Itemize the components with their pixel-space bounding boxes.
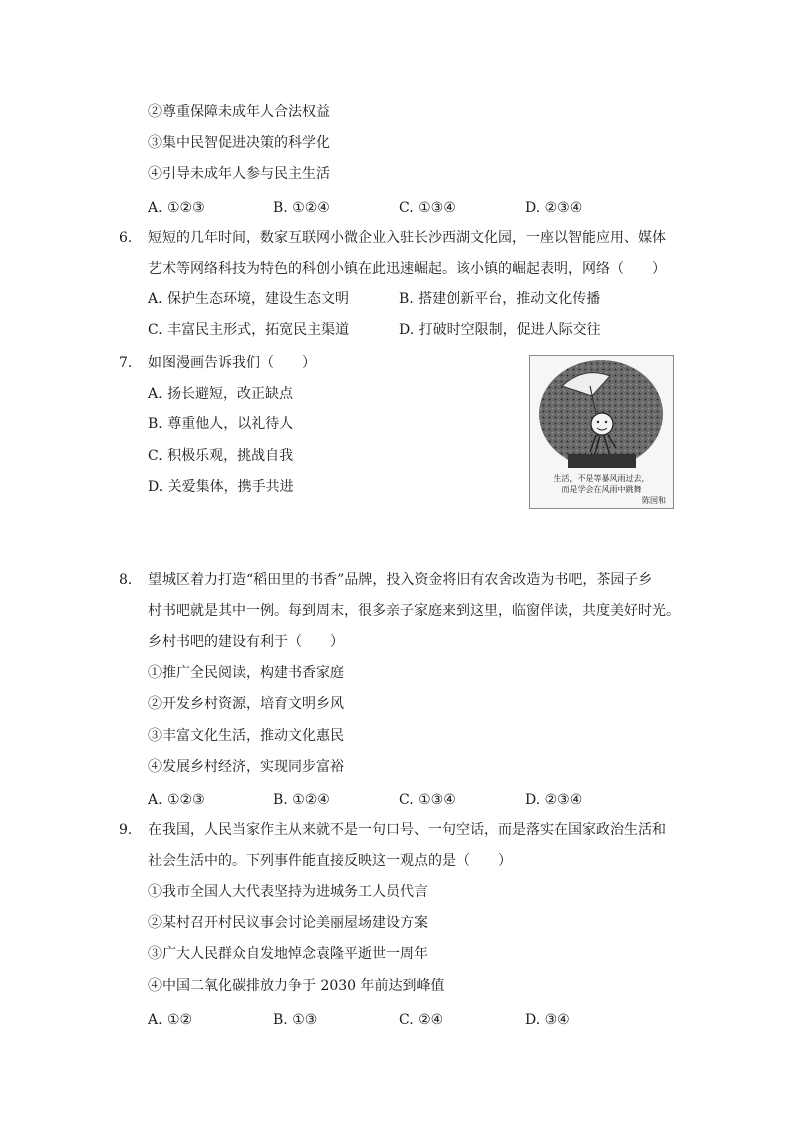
dancer-head: [591, 413, 613, 435]
q8-stem-line-2: 村书吧就是其中一例。每到周末，很多亲子家庭来到这里，临窗伴读，共度美好时光。: [148, 603, 680, 619]
q6-option-d[interactable]: D. 打破时空限制，促进人际交往: [399, 322, 601, 338]
q9-number: 9.: [119, 822, 133, 838]
q8-item-3: ③丰富文化生活，推动文化惠民: [148, 728, 344, 744]
q8-stem-line-3: 乡村书吧的建设有利于（ ）: [148, 634, 344, 650]
q5-option-b[interactable]: B. ①②④: [273, 200, 330, 216]
q8-stem-line-1: 望城区着力打造“稻田里的书香”品牌，投入资金将旧有农舍改造为书吧，茶园子乡: [148, 572, 653, 588]
cartoon-caption-line-1: 生活，不是等暴风雨过去，: [553, 474, 650, 483]
q9-stem-line-1: 在我国，人民当家作主从来就不是一句口号、一句空话，而是落实在国家政治生活和: [148, 822, 666, 838]
q6-number: 6.: [119, 230, 133, 246]
q5-option-d[interactable]: D. ②③④: [525, 200, 583, 216]
cartoon-image: [529, 355, 674, 509]
q6-option-b[interactable]: B. 搭建创新平台，推动文化传播: [399, 291, 601, 307]
q7-option-b[interactable]: B. 尊重他人，以礼待人: [148, 416, 294, 432]
q9-item-4: ④中国二氧化碳排放力争于 2030 年前达到峰值: [148, 978, 445, 994]
q8-item-4: ④发展乡村经济，实现同步富裕: [148, 759, 344, 775]
q7-option-a[interactable]: A. 扬长避短，改正缺点: [148, 386, 294, 402]
q6-stem-line-1: 短短的几年时间，数家互联网小微企业入驻长沙西湖文化园，一座以智能应用、媒体: [148, 230, 666, 246]
q5-item-4: ④引导未成年人参与民主生活: [148, 166, 330, 182]
cartoon-author: 陈国和: [642, 496, 666, 505]
q8-option-a[interactable]: A. ①②③: [148, 792, 205, 808]
q8-option-c[interactable]: C. ①③④: [399, 792, 456, 808]
q7-option-c[interactable]: C. 积极乐观，挑战自我: [148, 448, 294, 464]
q9-stem-line-2: 社会生活中的。下列事件能直接反映这一观点的是（ ）: [148, 853, 512, 869]
q9-option-d[interactable]: D. ③④: [525, 1012, 570, 1028]
q6-option-a[interactable]: A. 保护生态环境，建设生态文明: [148, 291, 350, 307]
q8-item-1: ①推广全民阅读，构建书香家庭: [148, 665, 344, 681]
q7-number: 7.: [119, 355, 133, 371]
q9-option-c[interactable]: C. ②④: [399, 1012, 444, 1028]
q6-option-c[interactable]: C. 丰富民主形式，拓宽民主渠道: [148, 322, 350, 338]
q6-stem-line-2: 艺术等网络科技为特色的科创小镇在此迅速崛起。该小镇的崛起表明，网络（ ）: [148, 261, 666, 277]
q5-option-c[interactable]: C. ①③④: [399, 200, 456, 216]
q8-item-2: ②开发乡村资源，培育文明乡风: [148, 696, 344, 712]
q5-item-2: ②尊重保障未成年人合法权益: [148, 104, 330, 120]
q7-stem: 如图漫画告诉我们（ ）: [148, 355, 316, 371]
q8-option-d[interactable]: D. ②③④: [525, 792, 583, 808]
q9-option-a[interactable]: A. ①②: [148, 1012, 193, 1028]
q9-item-2: ②某村召开村民议事会讨论美丽屋场建设方案: [148, 915, 428, 931]
q8-option-b[interactable]: B. ①②④: [273, 792, 330, 808]
ground-shape: [568, 454, 636, 468]
q9-item-3: ③广大人民群众自发地悼念袁隆平逝世一周年: [148, 946, 428, 962]
q5-option-a[interactable]: A. ①②③: [148, 200, 205, 216]
cartoon-caption-line-2: 而是学会在风雨中跳舞: [561, 485, 642, 494]
q8-number: 8.: [119, 572, 133, 588]
q9-option-b[interactable]: B. ①③: [273, 1012, 318, 1028]
q7-option-d[interactable]: D. 关爱集体，携手共进: [148, 479, 294, 495]
q9-item-1: ①我市全国人大代表坚持为进城务工人员代言: [148, 884, 428, 900]
q5-item-3: ③集中民智促进决策的科学化: [148, 135, 330, 151]
